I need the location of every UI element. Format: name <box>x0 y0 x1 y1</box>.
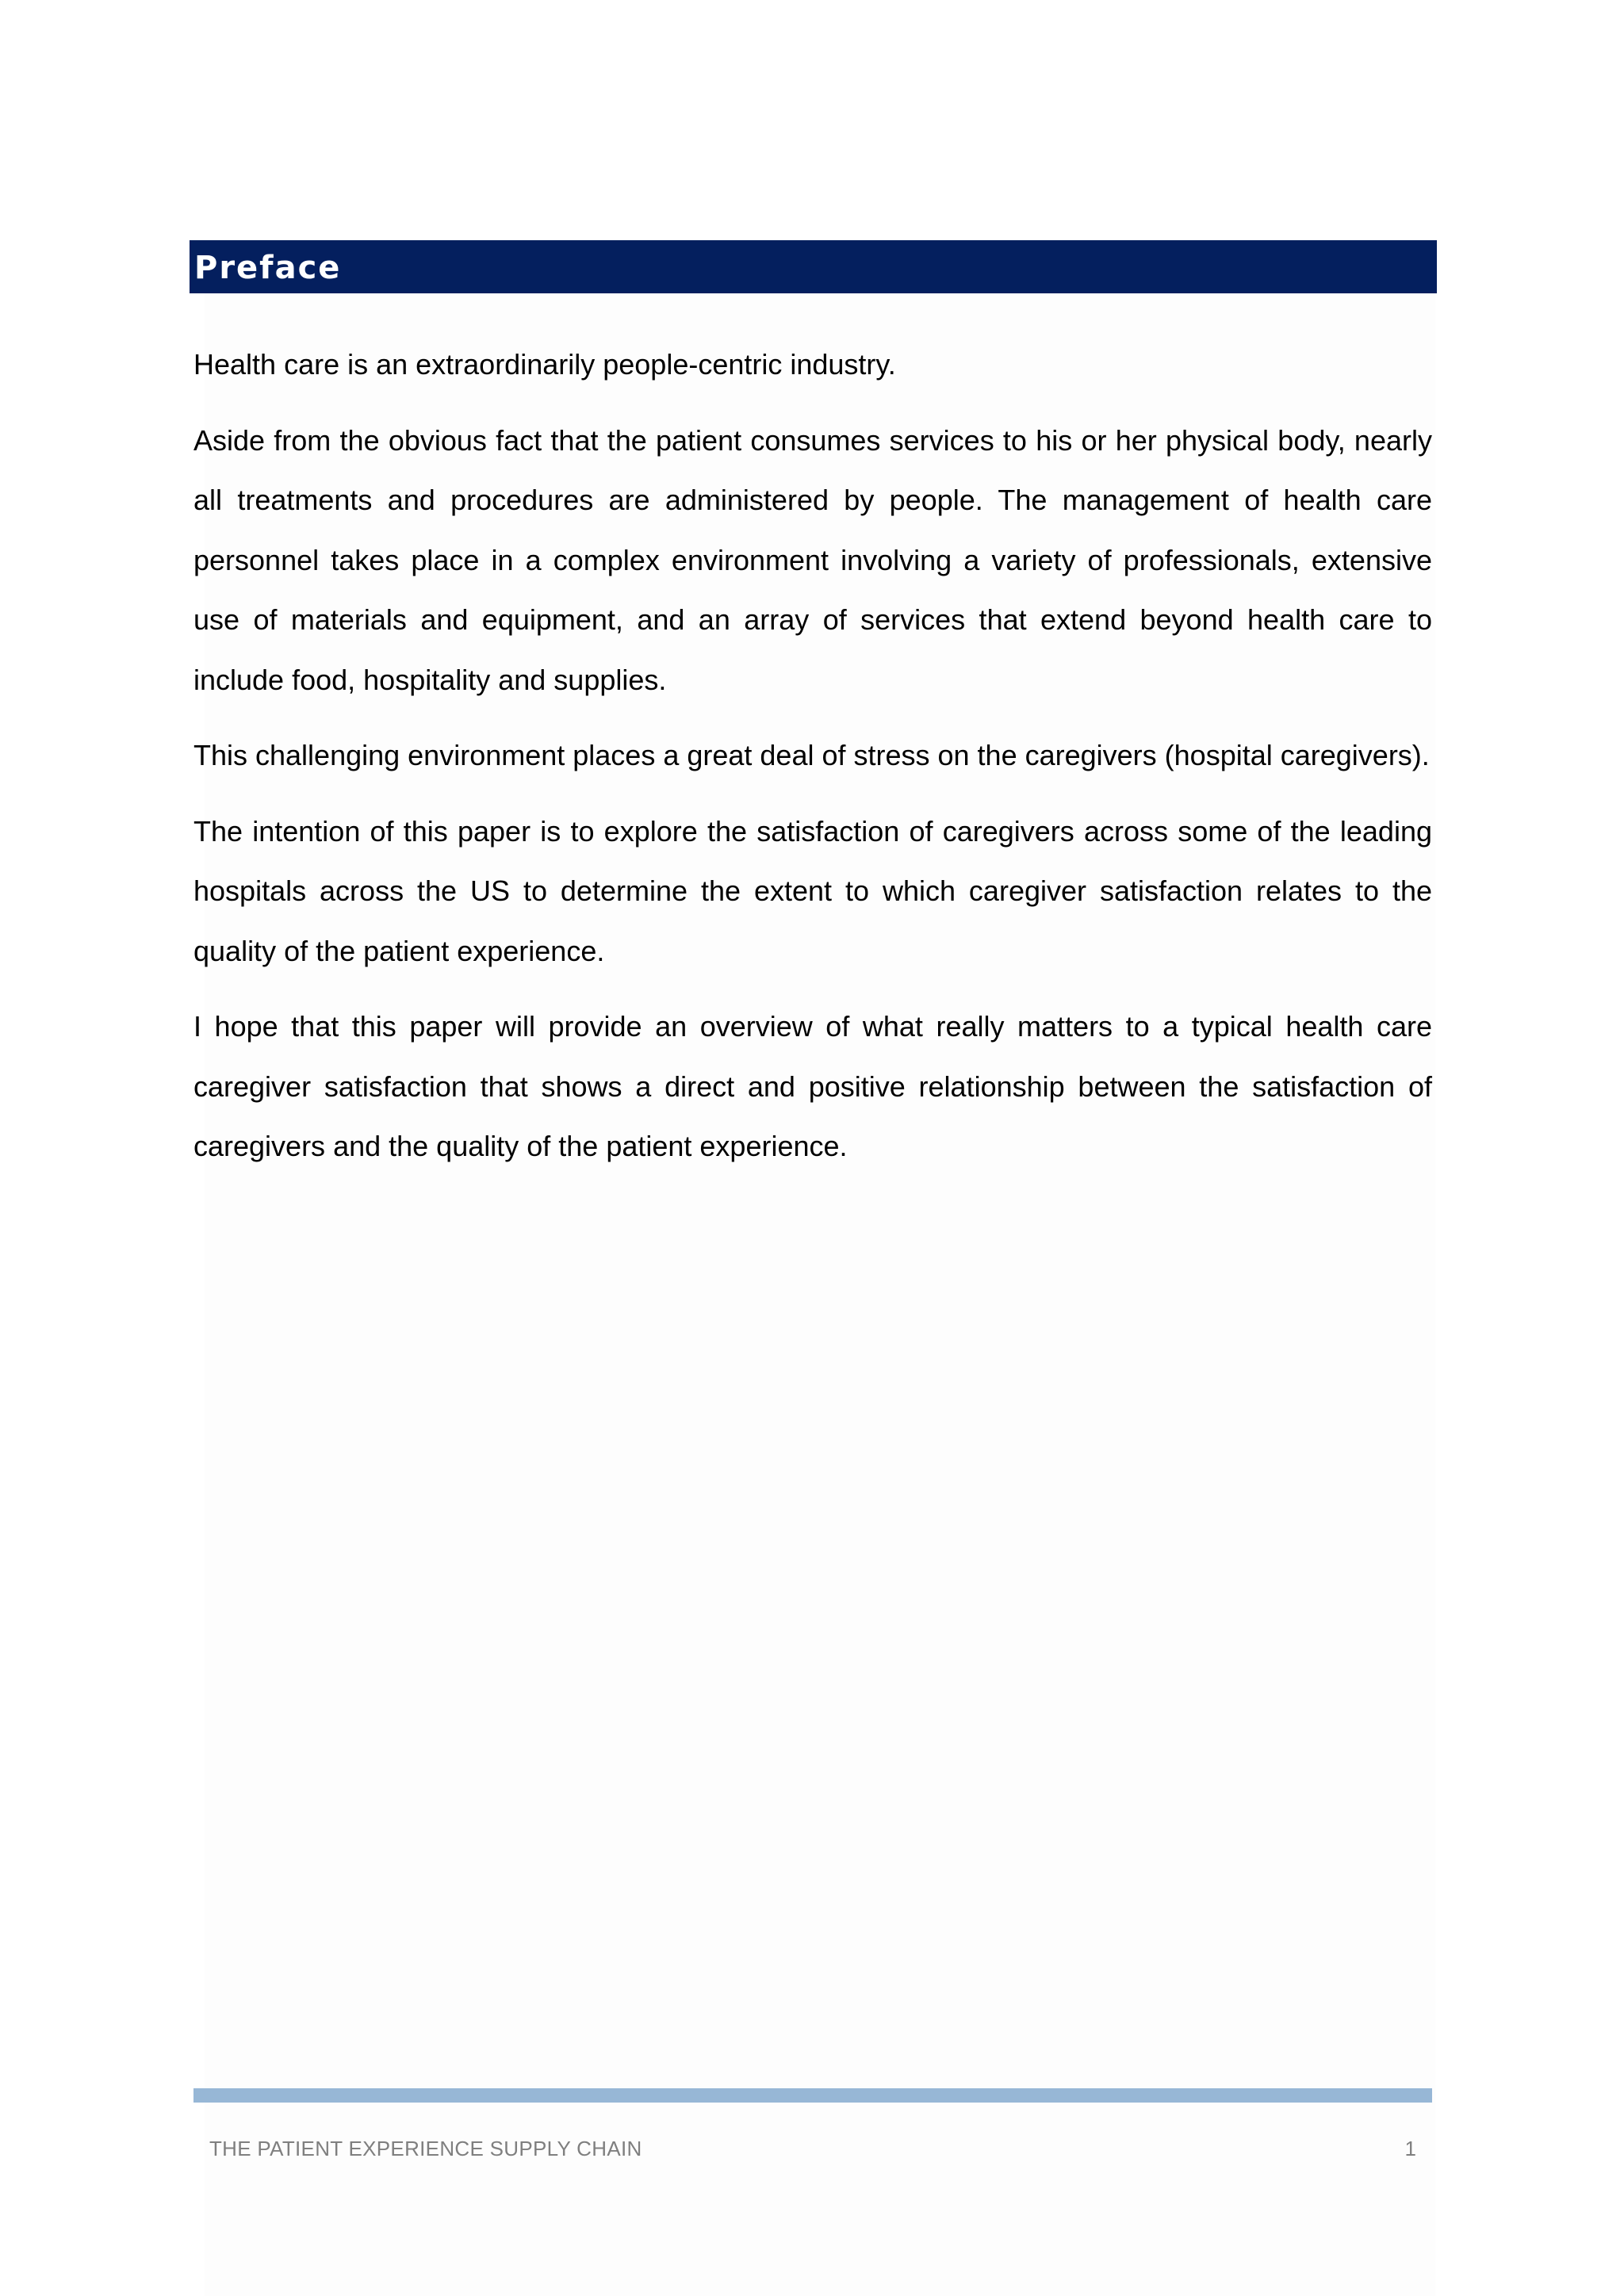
page-number: 1 <box>1404 2137 1416 2160</box>
paragraph: Health care is an extraordinarily people-centric industry. <box>193 348 896 381</box>
section-heading: Preface <box>194 249 342 286</box>
body-text <box>193 335 1432 1192</box>
paragraph: Aside from the obvious fact that the patient consumes services to his or her physical body, nearly all treatments and procedures are administered by people. The management of health care personnel takes place in a complex environment involving a variety of professionals, extensive use of materials and equipment, and an array of services that extend beyond health care to include food, hospitality and supplies. <box>193 423 1432 696</box>
footer-rule <box>193 2088 1432 2103</box>
paragraph: The intention of this paper is to explore the satisfaction of caregivers across some of the leading hospitals across the US to determine the extent to which caregiver satisfaction relates to the quality of the patient experience. <box>193 814 1432 967</box>
paragraph: This challenging environment places a great deal of stress on the caregivers (hospital caregivers). <box>193 739 1430 771</box>
paragraph: I hope that this paper will provide an overview of what really matters to a typical health care caregiver satisfaction that shows a direct and positive relationship between the satisfaction of caregivers and the quality of the patient experience. <box>193 1010 1432 1162</box>
section-heading-bar <box>190 240 1437 293</box>
footer-title: THE PATIENT EXPERIENCE SUPPLY CHAIN <box>209 2137 642 2160</box>
